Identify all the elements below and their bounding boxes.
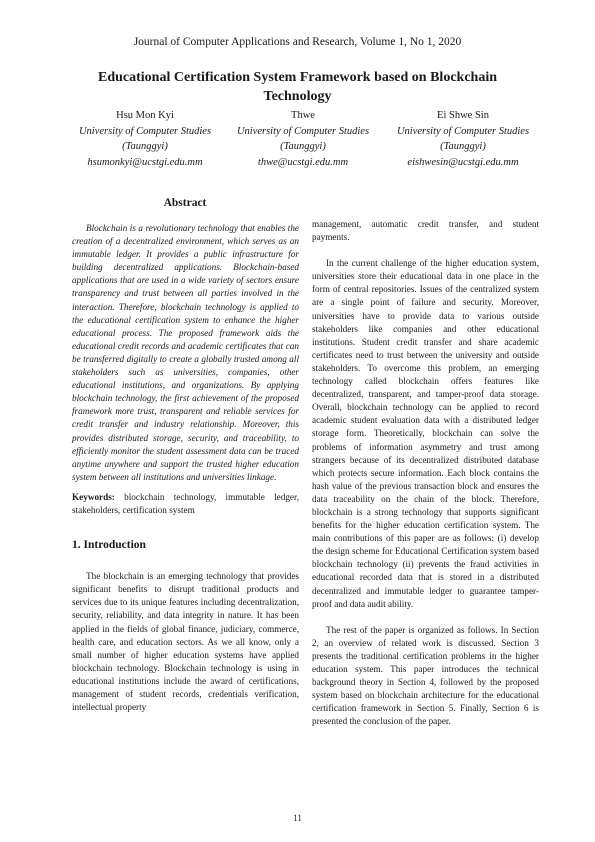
- author-affiliation: University of Computer Studies: [396, 125, 530, 137]
- journal-header: Journal of Computer Applications and Research, Volume 1, No 1, 2020: [133, 36, 462, 48]
- intro-paragraph: The blockchain is an emerging technology that provides significant benefits to disrupt traditional products and services due to its unique features including decentralization, security, reliability, and data integrity in nature. It has been applied in the fields of global finance, judiciary, commerce, health care, and education sectors. As we all know, only a small number of higher education systems have applied blockchain technology. Blockchain technology is using in educational institutions include the award of certifications, management of student records, credentials verification, intellectual property: [72, 571, 299, 713]
- keywords: [72, 491, 299, 517]
- author-email: eishwesin@ucstgi.edu.mm: [407, 156, 519, 168]
- page-number: 11: [293, 813, 302, 823]
- author-block: [60, 108, 230, 170]
- right-column: [312, 218, 539, 728]
- intro-paragraph-continued: management, automatic credit transfer, and student payments.: [312, 219, 539, 243]
- author-name: Ei Shwe Sin: [437, 110, 489, 121]
- author-affiliation-city: (Taunggyi): [440, 141, 486, 152]
- abstract-heading: Abstract: [163, 197, 207, 209]
- author-email: hsumonkyi@ucstgi.edu.mm: [87, 156, 203, 168]
- keywords-text: blockchain technology, immutable ledger, stakeholders, certification system: [72, 491, 299, 515]
- left-column: [72, 222, 299, 714]
- author-affiliation: University of Computer Studies: [78, 125, 212, 137]
- keywords-label: Keywords:: [72, 491, 115, 502]
- author-affiliation-city: (Taunggyi): [122, 141, 168, 152]
- author-block: [218, 108, 388, 170]
- intro-paragraph: The rest of the paper is organized as follows. In Section 2, an overview of related work is discussed. Section 3 presents the traditional certification problems in the higher education system. This paper introduces the technical background theory in Section 4, followed by the proposed system based on blockchain architecture for the educational certification framework in Section 5. Finally, Section 6 is presented the conclusion of the paper.: [312, 624, 539, 727]
- author-name: Hsu Mon Kyi: [116, 110, 174, 121]
- paper-title: Educational Certification System Framework based on Blockchain Technology: [98, 70, 497, 104]
- author-email: thwe@ucstgi.edu.mm: [257, 156, 349, 168]
- author-affiliation-city: (Taunggyi): [280, 141, 326, 152]
- section-heading-introduction: 1. Introduction: [72, 539, 146, 552]
- author-block: [378, 108, 548, 170]
- abstract-text: Blockchain is a revolutionary technology that enables the creation of a decentralized environment, which serves as an immutable ledger. It provides a public infrastructure for building decentralized applications. Blockchain-based applications that are used in a wide variety of sectors ensure transparency and trust between all parties involved in the interaction. Therefore, blockchain technology is applied to the educational certification system to enhance the higher educational process. The proposed framework aids the educational credit records and academic certificates that can be transferred digitally to create a globally trusted among all stakeholders such as universities, companies, other educational institutions, and organizations. By applying blockchain technology, the first achievement of the proposed framework more trust, transparent and reliable services for credit transfer and industry relationship. Moreover, this provides distributed storage, security, and traceability, to efficiently monitor the student assessment data can be traced anytime anywhere and support the trusted higher education system between all institutions and universities linkage.: [72, 223, 299, 482]
- author-affiliation: University of Computer Studies: [236, 125, 370, 137]
- intro-paragraph: In the current challenge of the higher education system, universities store their educational data in one place in the form of central repositories. Issues of the centralized system are a single point of failure and security. Moreover, universities have to provide data to various outside stakeholders like companies and other educational institutions. Student credit transfer and share academic certificates need to trust between the university and outside stakeholders. To overcome this problem, an emerging technology called blockchain offers features like decentralized, transparent, and tamper-proof data storage. Overall, blockchain technology can be applied to record academic student evaluation data with a distributed ledger storage form. Theoretically, blockchain can solve the problems of information asymmetry and trust among strangers because of its decentralized distributed database which protects secure information. Each block contains the hash value of the previous transaction block and ensures the data traceability on the chain of the block. Therefore, blockchain is a strong technology that supports significant benefits for the higher education certification system. The main contributions of this paper are as follows: (i) develop the design scheme for Educational Certification system based blockchain technology (ii) prevents the fraud activities in educational recorded data that is stored in a distributed decentralized and immutable ledger to guarantee tamper-proof and data audit ability.: [312, 258, 539, 609]
- author-name: Thwe: [291, 110, 315, 121]
